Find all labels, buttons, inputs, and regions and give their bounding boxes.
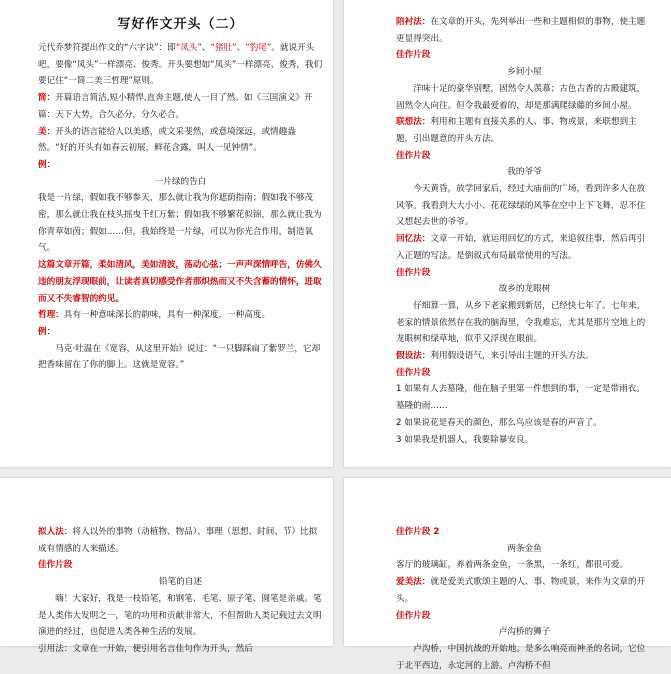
fragment-label: 佳作片段 xyxy=(396,610,431,621)
document-page-3 xyxy=(0,478,333,654)
method-paragraph: 拟人法：将人以外的事物（动植物、物品）、事理（思想、时间、节）比拟成有情感的人来描述。 xyxy=(38,527,318,554)
method-paragraph: 联想法：利用和主题有直接关系的人、事、物或景，来联想到主题，引出题意的开头方法。 xyxy=(396,117,637,144)
mei-paragraph: 美：开头的语言能给人以美感，或文采斐然，或意境深远，或情趣盎然。“好的开头有如春云初展，鲜花含露，叫人一见钟情”。 xyxy=(38,126,296,154)
example-note: 这篇文章开篇，柔如清风，美如清波，荡动心弦；一声声深情呼告，仿佛久违的朋友浮现眼前，让读者真切感受作者那炽热而又不失含蓄的情怀，进取而又不失睿智的约见。 xyxy=(38,260,322,304)
fragment-label: 佳作片段 2 xyxy=(396,527,440,537)
example-text-2: 马克·吐温在《宽容，从这里开始》说过：“一只脚踩扁了紫罗兰，它却把香味留在了你的脚上。这就是宽容。” xyxy=(38,343,321,371)
fragment-title: 卢沟桥的狮子 xyxy=(498,627,551,638)
fragment-title: 我的爷爷 xyxy=(507,167,542,178)
document-page-2 xyxy=(344,0,671,467)
list-item: 3 如果我是机器人，我要除暴安良。 xyxy=(396,434,534,445)
example-text: 我是一片绿，假如我不够参天，那么就让我为你遮荫指南；假如我不够茂密，那么就让我在枝头摇曳千红万紫；假如我不够繁花似锦，那么就让我为你青草如茵；假如……但，我始终是一片绿，可以为你光合作用，制造氧气。 xyxy=(38,193,322,254)
fragment-label: 佳作片段 xyxy=(396,367,431,378)
page-title: 写好作文开头（二） xyxy=(117,17,244,32)
jian-paragraph: 简：开篇语言简洁,短小精悍,直奔主题,使人一目了然。如《三国演义》开篇：天下大势，合久必分，分久必合。 xyxy=(38,93,313,120)
fragment-label: 佳作片段 xyxy=(396,267,431,278)
list-item: 1 如果有人去墓隆，他在脑子里第一件想到的事，一定是带雨衣。墓隆的雨…… xyxy=(396,384,645,412)
fragment-text: 嗨！大家好，我是一枝铅笔，和钢笔、毛笔、原子笔、圆笔是亲戚。笔是人类伟大发明之一，笔的功用和贡献非常大，不但帮助人类记载过去文明演进的经过，也促进人类各种生活的发展。 xyxy=(38,593,322,638)
list-item: 2 如果说花是春天的颜色，那么鸟应该是春的声音了。 xyxy=(396,417,602,428)
document-page-4 xyxy=(344,478,671,671)
fragment-label: 佳作片段 xyxy=(396,50,431,61)
fragment-text: 卢沟桥，中国抗战的开始地。是多么响亮而神圣的名词，它位于北平西边，永定河的上游。卢沟桥不但 xyxy=(396,643,646,671)
example-label: 例： xyxy=(38,159,56,170)
fragment-title: 故乡的龙眼树 xyxy=(498,284,551,295)
fragment-text: 仔细算一算，从乡下老家搬到新居，已经快七年了。七年来，老家的情景依然存在我的脑海里，令我难忘，尤其是那片空地上的龙眼树和绿草地，似乎又浮现在眼前。 xyxy=(396,300,646,345)
document-page-1 xyxy=(0,0,333,467)
fragment-label: 佳作片段 xyxy=(396,150,431,161)
fragment-text: 洋味十足的豪华别墅，固然令人羡慕；古色古香的古殿建筑，固然令人向往。但令我最爱着的，却是那满爬绿藤的乡间小屋。 xyxy=(396,83,646,111)
fragment-label: 佳作片段 xyxy=(38,560,73,571)
example-label-2: 例： xyxy=(38,326,56,337)
method-paragraph: 陪衬法：在文章的开头，先列举出一些和主题相似的事物，使主题更显得突出。 xyxy=(396,17,646,44)
fragment-title: 铅笔的自述 xyxy=(159,577,202,588)
method-paragraph: 爱美法：就是爱美式歌颂主题的人、事、物或景，来作为文章的开头。 xyxy=(396,577,646,604)
cut-off-line: 引用法：文章在一开始，便引用名言佳句作为开头，然后 xyxy=(38,643,253,654)
fragment-text: 客厅的玻璃缸，养着两条金鱼，一条黑，一条红，都很可爱。 xyxy=(396,560,629,571)
method-paragraph: 回忆法：文章一开始，就运用回忆的方式，来追叙往事，然后再引入正题的写法。是倒叙式布局最常使用的写法。 xyxy=(396,234,646,261)
fragment-title: 乡间小屋 xyxy=(507,67,542,78)
fragment-title: 两条金鱼 xyxy=(507,543,542,554)
example-title: 一片绿的告白 xyxy=(154,176,207,187)
fragment-text: 今天黄昏，放学回家后，经过大庙前的广场，看到许多人在放风筝。我看到大大小小、花花绿绿的风筝在空中上下飞舞，忍不住又想起去世的爷爷。 xyxy=(396,184,646,228)
method-paragraph: 假设法：利用假设语气，来引导出主题的开头方法。 xyxy=(396,351,594,362)
intro-paragraph: 元代乔梦符提出作文的“六字诀”：即“凤头”、“猪肚”、“豹尾”。就说开头吧，要像“凤头”一样漂亮、俊秀。开头要想如“凤头”一样漂亮、俊秀，我们要记住“一简二美三哲理”原则。 xyxy=(38,43,323,87)
zhe-paragraph: 哲理：具有一种意味深长的韵味，具有一种深度，一种高度。 xyxy=(38,310,271,321)
